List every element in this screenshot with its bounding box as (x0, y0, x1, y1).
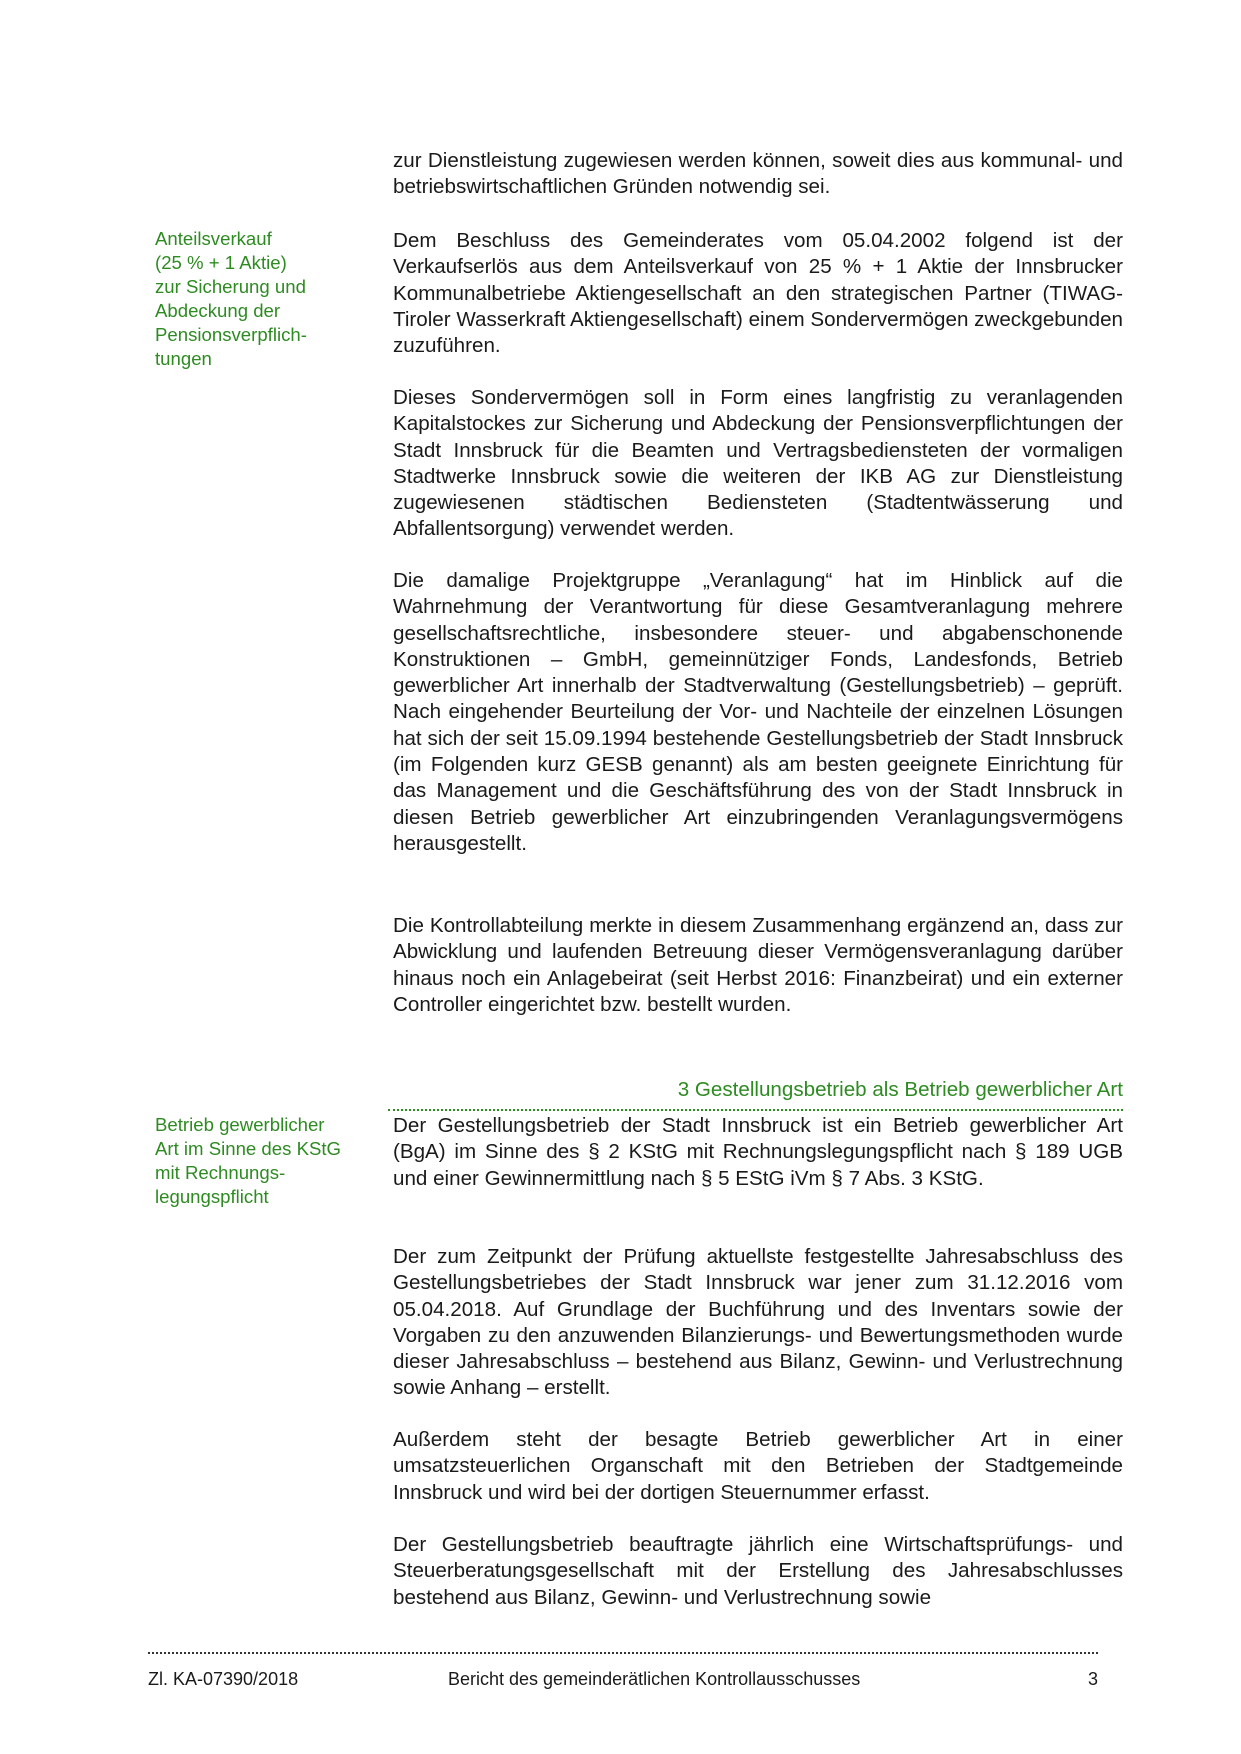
footer-reference: Zl. KA-07390/2018 (148, 1669, 299, 1689)
paragraph (393, 385, 1123, 543)
margin-note-anteilsverkauf (155, 227, 370, 371)
paragraph (393, 148, 1123, 201)
margin-note-line: tungen (155, 348, 212, 369)
paragraph (393, 1113, 1123, 1192)
margin-note-betrieb-gewerblicher-art (155, 1113, 370, 1209)
margin-note-line: Betrieb gewerblicher (155, 1114, 325, 1135)
paragraph-text: Der Gestellungsbetrieb der Stadt Innsbruck ist ein Betrieb gewerblicher Art (BgA) im Sinne des § 2 KStG mit Rechnungslegungspflicht nach § 189 UGB und einer Gewinnermittlung nach § 5 EStG iVm § 7 Abs. 3 KStG. (393, 1114, 1123, 1190)
paragraph-text: Die damalige Projektgruppe „Veranlagung“ hat im Hinblick auf die Wahrnehmung der Verantwortung für diese Gesamtveranlagung mehrere gesellschaftsrechtliche, insbesondere steuer- und abgabenschonende Konstruktionen – GmbH, gemeinnütziger Fonds, Landesfonds, Betrieb gewerblicher Art innerhalb der Stadtverwaltung (Gestellungsbetrieb) – geprüft. Nach eingehender Beurteilung der Vor- und Nachteile der einzelnen Lösungen hat sich der seit 15.09.1994 bestehende Gestellungsbetrieb der Stadt Innsbruck (im Folgenden kurz GESB genannt) als am besten geeignete Einrichtung für das Management und die Geschäftsführung des von der Stadt Innsbruck in diesen Betrieb gewerblicher Art einzubringenden Veranlagungsvermögens herausgestellt. (393, 569, 1123, 855)
margin-note-line: zur Sicherung und (155, 276, 306, 297)
paragraph (393, 913, 1123, 1018)
paragraph-text: Die Kontrollabteilung merkte in diesem Zusammenhang ergänzend an, dass zur Abwicklung und laufenden Betreuung dieser Vermögensveranlagung darüber hinaus noch ein Anlagebeirat (seit Herbst 2016: Finanzbeirat) und ein externer Controller eingerichtet bzw. bestellt wurden. (393, 914, 1123, 1016)
margin-note-line: (25 % + 1 Aktie) (155, 252, 287, 273)
page-number: 3 (1087, 1669, 1098, 1689)
footer-title: Bericht des gemeinderätlichen Kontrollausschusses (448, 1669, 861, 1689)
margin-note-line: Anteilsverkauf (155, 228, 272, 249)
section-heading: 3 Gestellungsbetrieb als Betrieb gewerblicher Art (388, 1075, 1123, 1111)
paragraph-text: Außerdem steht der besagte Betrieb gewerblicher Art in einer umsatzsteuerlichen Organschaft mit den Betrieben der Stadtgemeinde Innsbruck und wird bei der dortigen Steuernummer erfasst. (393, 1428, 1123, 1504)
paragraph-text: Dem Beschluss des Gemeinderates vom 05.04.2002 folgend ist der Verkaufserlös aus dem Anteilsverkauf von 25 % + 1 Aktie der Innsbrucker Kommunalbetriebe Aktiengesellschaft an den strategischen Partner (TIWAG-Tiroler Wasserkraft Aktiengesellschaft) einem Sondervermögen zweckgebunden zuzuführen. (393, 229, 1123, 358)
paragraph-text: Der Gestellungsbetrieb beauftragte jährlich eine Wirtschaftsprüfungs- und Steuerberatungsgesellschaft mit der Erstellung des Jahresabschlusses bestehend aus Bilanz, Gewinn- und Verlustrechnung sowie (393, 1533, 1123, 1609)
paragraph-text: Der zum Zeitpunkt der Prüfung aktuellste festgestellte Jahresabschluss des Gestellungsbetriebes der Stadt Innsbruck war jener zum 31.12.2016 vom 05.04.2018. Auf Grundlage der Buchführung und des Inventars sowie der Vorgaben zu den anzuwenden Bilanzierungs- und Bewertungsmethoden wurde dieser Jahresabschluss – bestehend aus Bilanz, Gewinn- und Verlustrechnung sowie Anhang – erstellt. (393, 1245, 1123, 1400)
paragraph (393, 568, 1123, 857)
paragraph-text: Dieses Sondervermögen soll in Form eines langfristig zu veranlagenden Kapitalstockes zur Sicherung und Abdeckung der Pensionsverpflichtungen der Stadt Innsbruck für die Beamten und Vertragsbediensteten der vormaligen Stadtwerke Innsbruck sowie die weiteren der IKB AG zur Dienstleistung zugewiesenen städtischen Bediensteten (Stadtentwässerung und Abfallentsorgung) verwendet werden. (393, 386, 1123, 541)
margin-note-line: Pensionsverpflich- (155, 324, 307, 345)
paragraph (393, 1532, 1123, 1611)
footer-divider (148, 1652, 1098, 1654)
margin-note-line: Abdeckung der (155, 300, 281, 321)
margin-note-line: legungspflicht (155, 1186, 269, 1207)
margin-note-line: mit Rechnungs- (155, 1162, 286, 1183)
paragraph (393, 1244, 1123, 1402)
paragraph-text: zur Dienstleistung zugewiesen werden können, soweit dies aus kommunal- und betriebswirtschaftlichen Gründen notwendig sei. (393, 149, 1123, 199)
paragraph (393, 1427, 1123, 1506)
margin-note-line: Art im Sinne des KStG (155, 1138, 342, 1159)
paragraph (393, 228, 1123, 359)
